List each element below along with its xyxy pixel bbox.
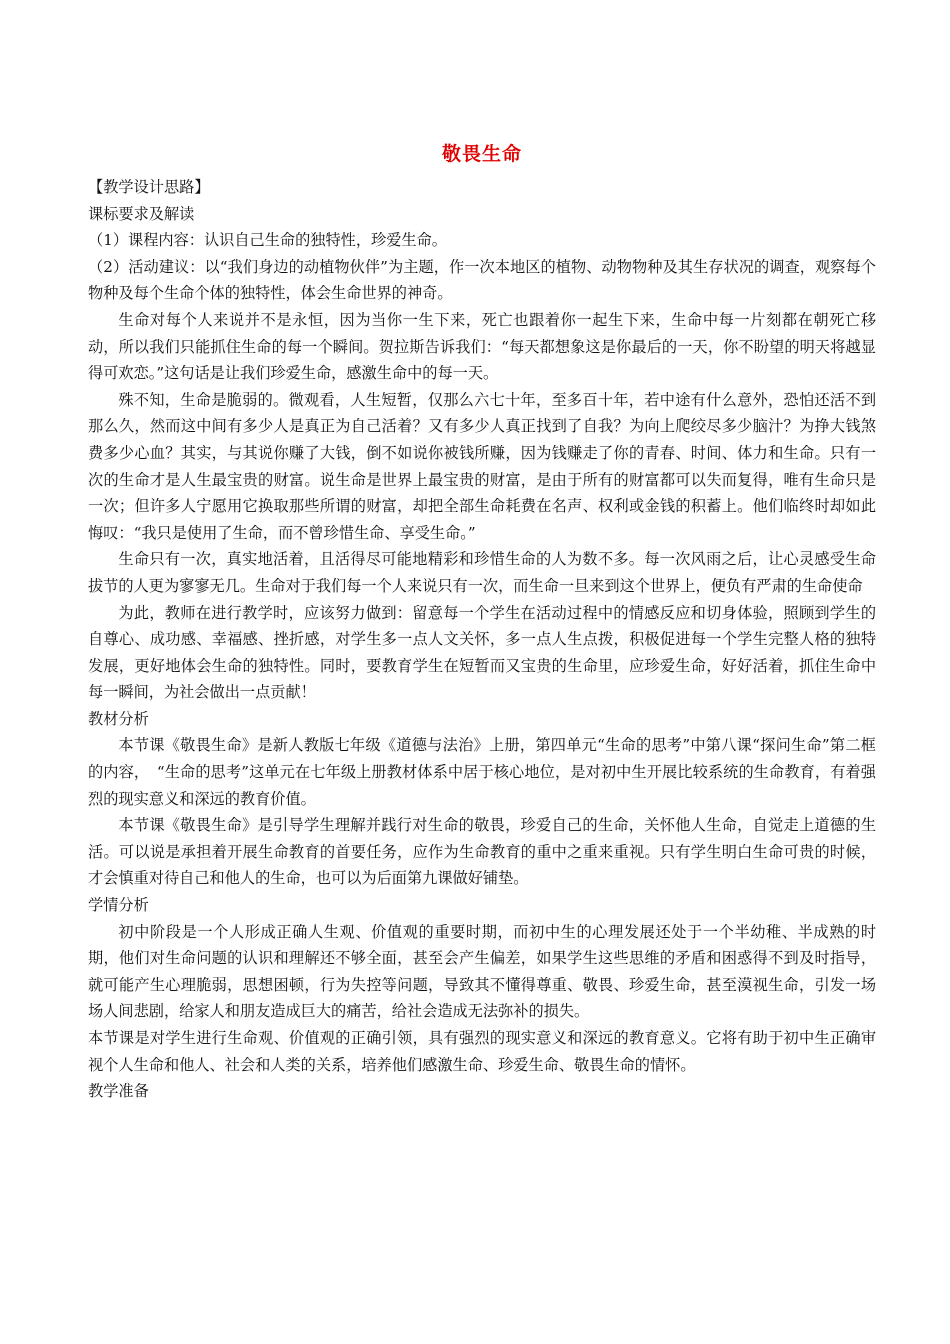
- section-heading-design: 【教学设计思路】: [88, 178, 210, 196]
- heading-student-analysis: 学情分析: [88, 896, 149, 915]
- document-page: [88, 140, 876, 1105]
- paragraph-5: 本节课《敬畏生命》是新人教版七年级《道德与法治》上册，第四单元“生命的思考”中第八课“探问生命”第二框的内容， “生命的思考”这单元在七年级上册教材体系中居于核心地位，是对初中生开展比较系统的生命教育，有着强烈的现实意义和深远的教育价值。: [88, 736, 876, 808]
- curriculum-item-1: （1）课程内容：认识自己生命的独特性，珍爱生命。: [88, 231, 447, 250]
- heading-curriculum: 课标要求及解读: [88, 204, 195, 223]
- paragraph-4: 为此，教师在进行教学时，应该努力做到：留意每一个学生在活动过程中的情感反应和切身体验，照顾到学生的自尊心、成功感、幸福感、挫折感，对学生多一点人文关怀，多一点人生点拨，积极促进每一个学生完整人格的独特发展，更好地体会生命的独特性。同时，要教育学生在短暂而又宝贵的生命里，应珍爱生命，好好活着，抓住生命中每一瞬间，为社会做出一点贡献！: [88, 603, 876, 702]
- curriculum-item-2: （2）活动建议：以“我们身边的动植物伙伴”为主题，作一次本地区的植物、动物物种及其生存状况的调查，观察每个物种及每个生命个体的独特性，体会生命世界的神奇。: [88, 257, 876, 303]
- paragraph-8: 本节课是对学生进行生命观、价值观的正确引领，具有强烈的现实意义和深远的教育意义。它将有助于初中生正确审视个人生命和他人、社会和人类的关系，培养他们感激生命、珍爱生命、敬畏生命的情怀。: [88, 1029, 876, 1074]
- paragraph-2: 殊不知，生命是脆弱的。微观看，人生短暂，仅那么六七十年，至多百十年，若中途有什么意外，恐怕还活不到那么久，然而这中间有多少人是真正为自己活着？又有多少人真正找到了自我？为向上爬绞尽多少脑汁？为挣大钱煞费多少心血？其实，与其说你赚了大钱，倒不如说你被钱所赚，因为钱赚走了你的青春、时间、体力和生命。只有一次的生命才是人生最宝贵的财富。说生命是世界上最宝贵的财富，是由于所有的财富都可以失而复得，唯有生命只是一次；但许多人宁愿用它换取那些所谓的财富，却把全部生命耗费在名声、权利或金钱的积蓄上。他们临终时却如此悔叹：“我只是使用了生命，而不曾珍惜生命、享受生命。”: [88, 390, 876, 542]
- paragraph-7: 初中阶段是一个人形成正确人生观、价值观的重要时期，而初中生的心理发展还处于一个半幼稚、半成熟的时期，他们对生命问题的认识和理解还不够全面，甚至会产生偏差，如果学生这些思维的矛盾和困惑得不到及时指导，就可能产生心理脆弱，思想困顿，行为失控等问题，导致其不懂得尊重、敬畏、珍爱生命，甚至漠视生命，引发一场场人间悲剧，给家人和朋友造成巨大的痛苦，给社会造成无法弥补的损失。: [88, 922, 876, 1021]
- document-title: 敬畏生命: [441, 143, 522, 165]
- heading-teaching-prep: 教学准备: [88, 1082, 149, 1101]
- paragraph-3: 生命只有一次，真实地活着，且活得尽可能地精彩和珍惜生命的人为数不多。每一次风雨之后，让心灵感受生命拔节的人更为寥寥无几。生命对于我们每一个人来说只有一次，而生命一旦来到这个世界上，便负有严肃的生命使命: [88, 550, 876, 595]
- heading-textbook-analysis: 教材分析: [88, 709, 149, 728]
- paragraph-1: 生命对每个人来说并不是永恒，因为当你一生下来，死亡也跟着你一起生下来，生命中每一片刻都在朝死亡移动，所以我们只能抓住生命的每一个瞬间。贺拉斯告诉我们：“每天都想象这是你最后的一天，你不盼望的明天将越显得可欢恋。”这句话是让我们珍爱生命，感激生命中的每一天。: [88, 310, 876, 383]
- paragraph-6: 本节课《敬畏生命》是引导学生理解并践行对生命的敬畏，珍爱自己的生命，关怀他人生命，自觉走上道德的生活。可以说是承担着开展生命教育的首要任务，应作为生命教育的重中之重来重视。只有学生明白生命可贵的时候，才会慎重对待自己和他人的生命，也可以为后面第九课做好铺垫。: [88, 816, 876, 888]
